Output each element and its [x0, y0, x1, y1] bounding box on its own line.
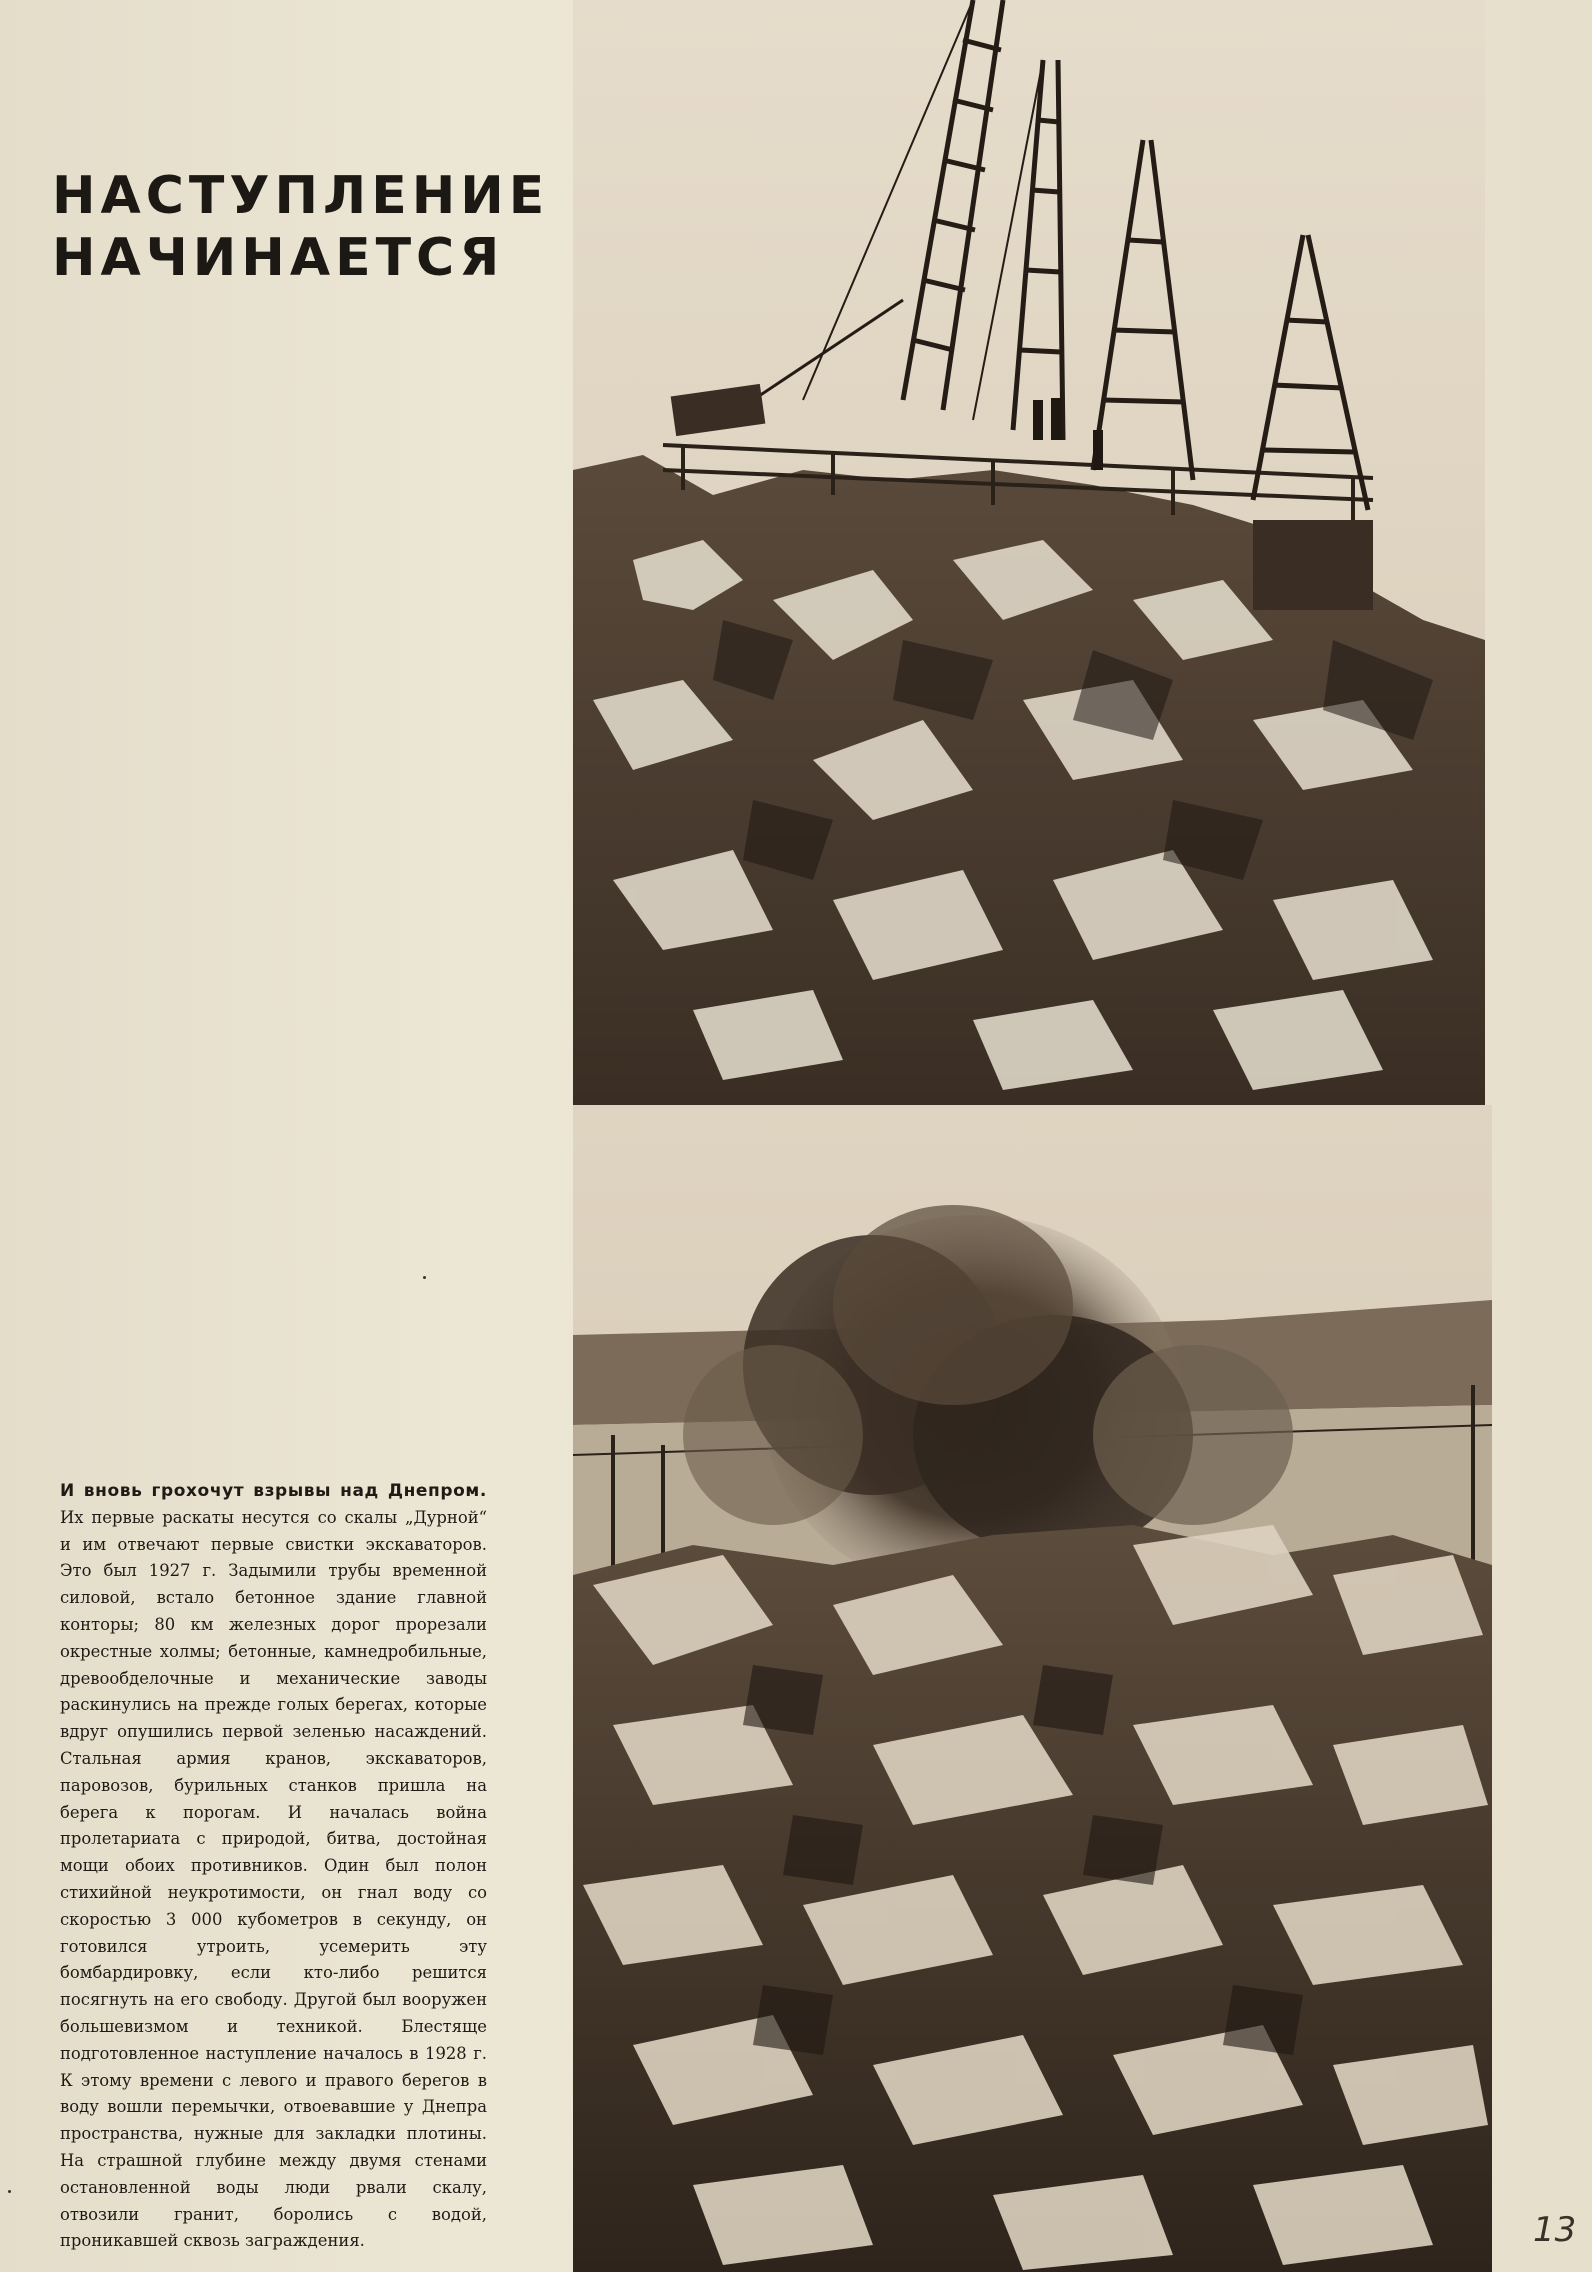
title-line-2: НАЧИНАЕТСЯ [52, 228, 505, 288]
article-body: Их первые раскаты несутся со скалы „Дурной“ и им отвечают первые свистки экскаваторов. Это был 1927 г. Задымили трубы временной силовой, встало бетонное здание главной конторы; 80 км железных дорог прорезали окрестные холмы; бетонные, камнедробильные, древообделочные и механические заводы раскинулись на прежде голых берегах, которые вдруг опушились первой зеленью насаждений. Стальная армия кранов, экскаваторов, паровозов, бурильных станков пришла на берега к порогам. И началась война пролетариата с природой, битва, достойная мощи обоих противников. Один был полон стихийной неукротимости, он гнал воду со скоростью 3 000 кубометров в секунду, он готовился утроить, усемерить эту бомбардировку, если кто-либо решится посягнуть на его свободу. Другой был вооружен большевизмом и техникой. Блестяще подготовленное наступление началось в 1928 г. К этому времени с левого и правого берегов в воду вошли перемычки, отвоевавшие у Днепра пространства, нужные для закладки плотины. На страшной глубине между двумя стенами остановленной воды люди рвали скалу, отвозили гранит, боролись с водой, проникавшей сквозь заграждения. [60, 1507, 487, 2251]
article-lead: И вновь грохочут взрывы над Днепром. [60, 1481, 487, 1501]
photo-blast-over-rubble [573, 1105, 1492, 2272]
paper-speck [8, 2190, 11, 2193]
drilling-rigs-illustration [573, 0, 1485, 1105]
article-text [60, 1478, 487, 2255]
title-line-1: НАСТУПЛЕНИЕ [52, 166, 550, 226]
page-title [52, 165, 550, 289]
photo-drilling-rigs-on-rock [573, 0, 1485, 1105]
page-number: 13 [1533, 2210, 1577, 2250]
blast-illustration [573, 1105, 1492, 2272]
paper-speck [423, 1276, 426, 1279]
